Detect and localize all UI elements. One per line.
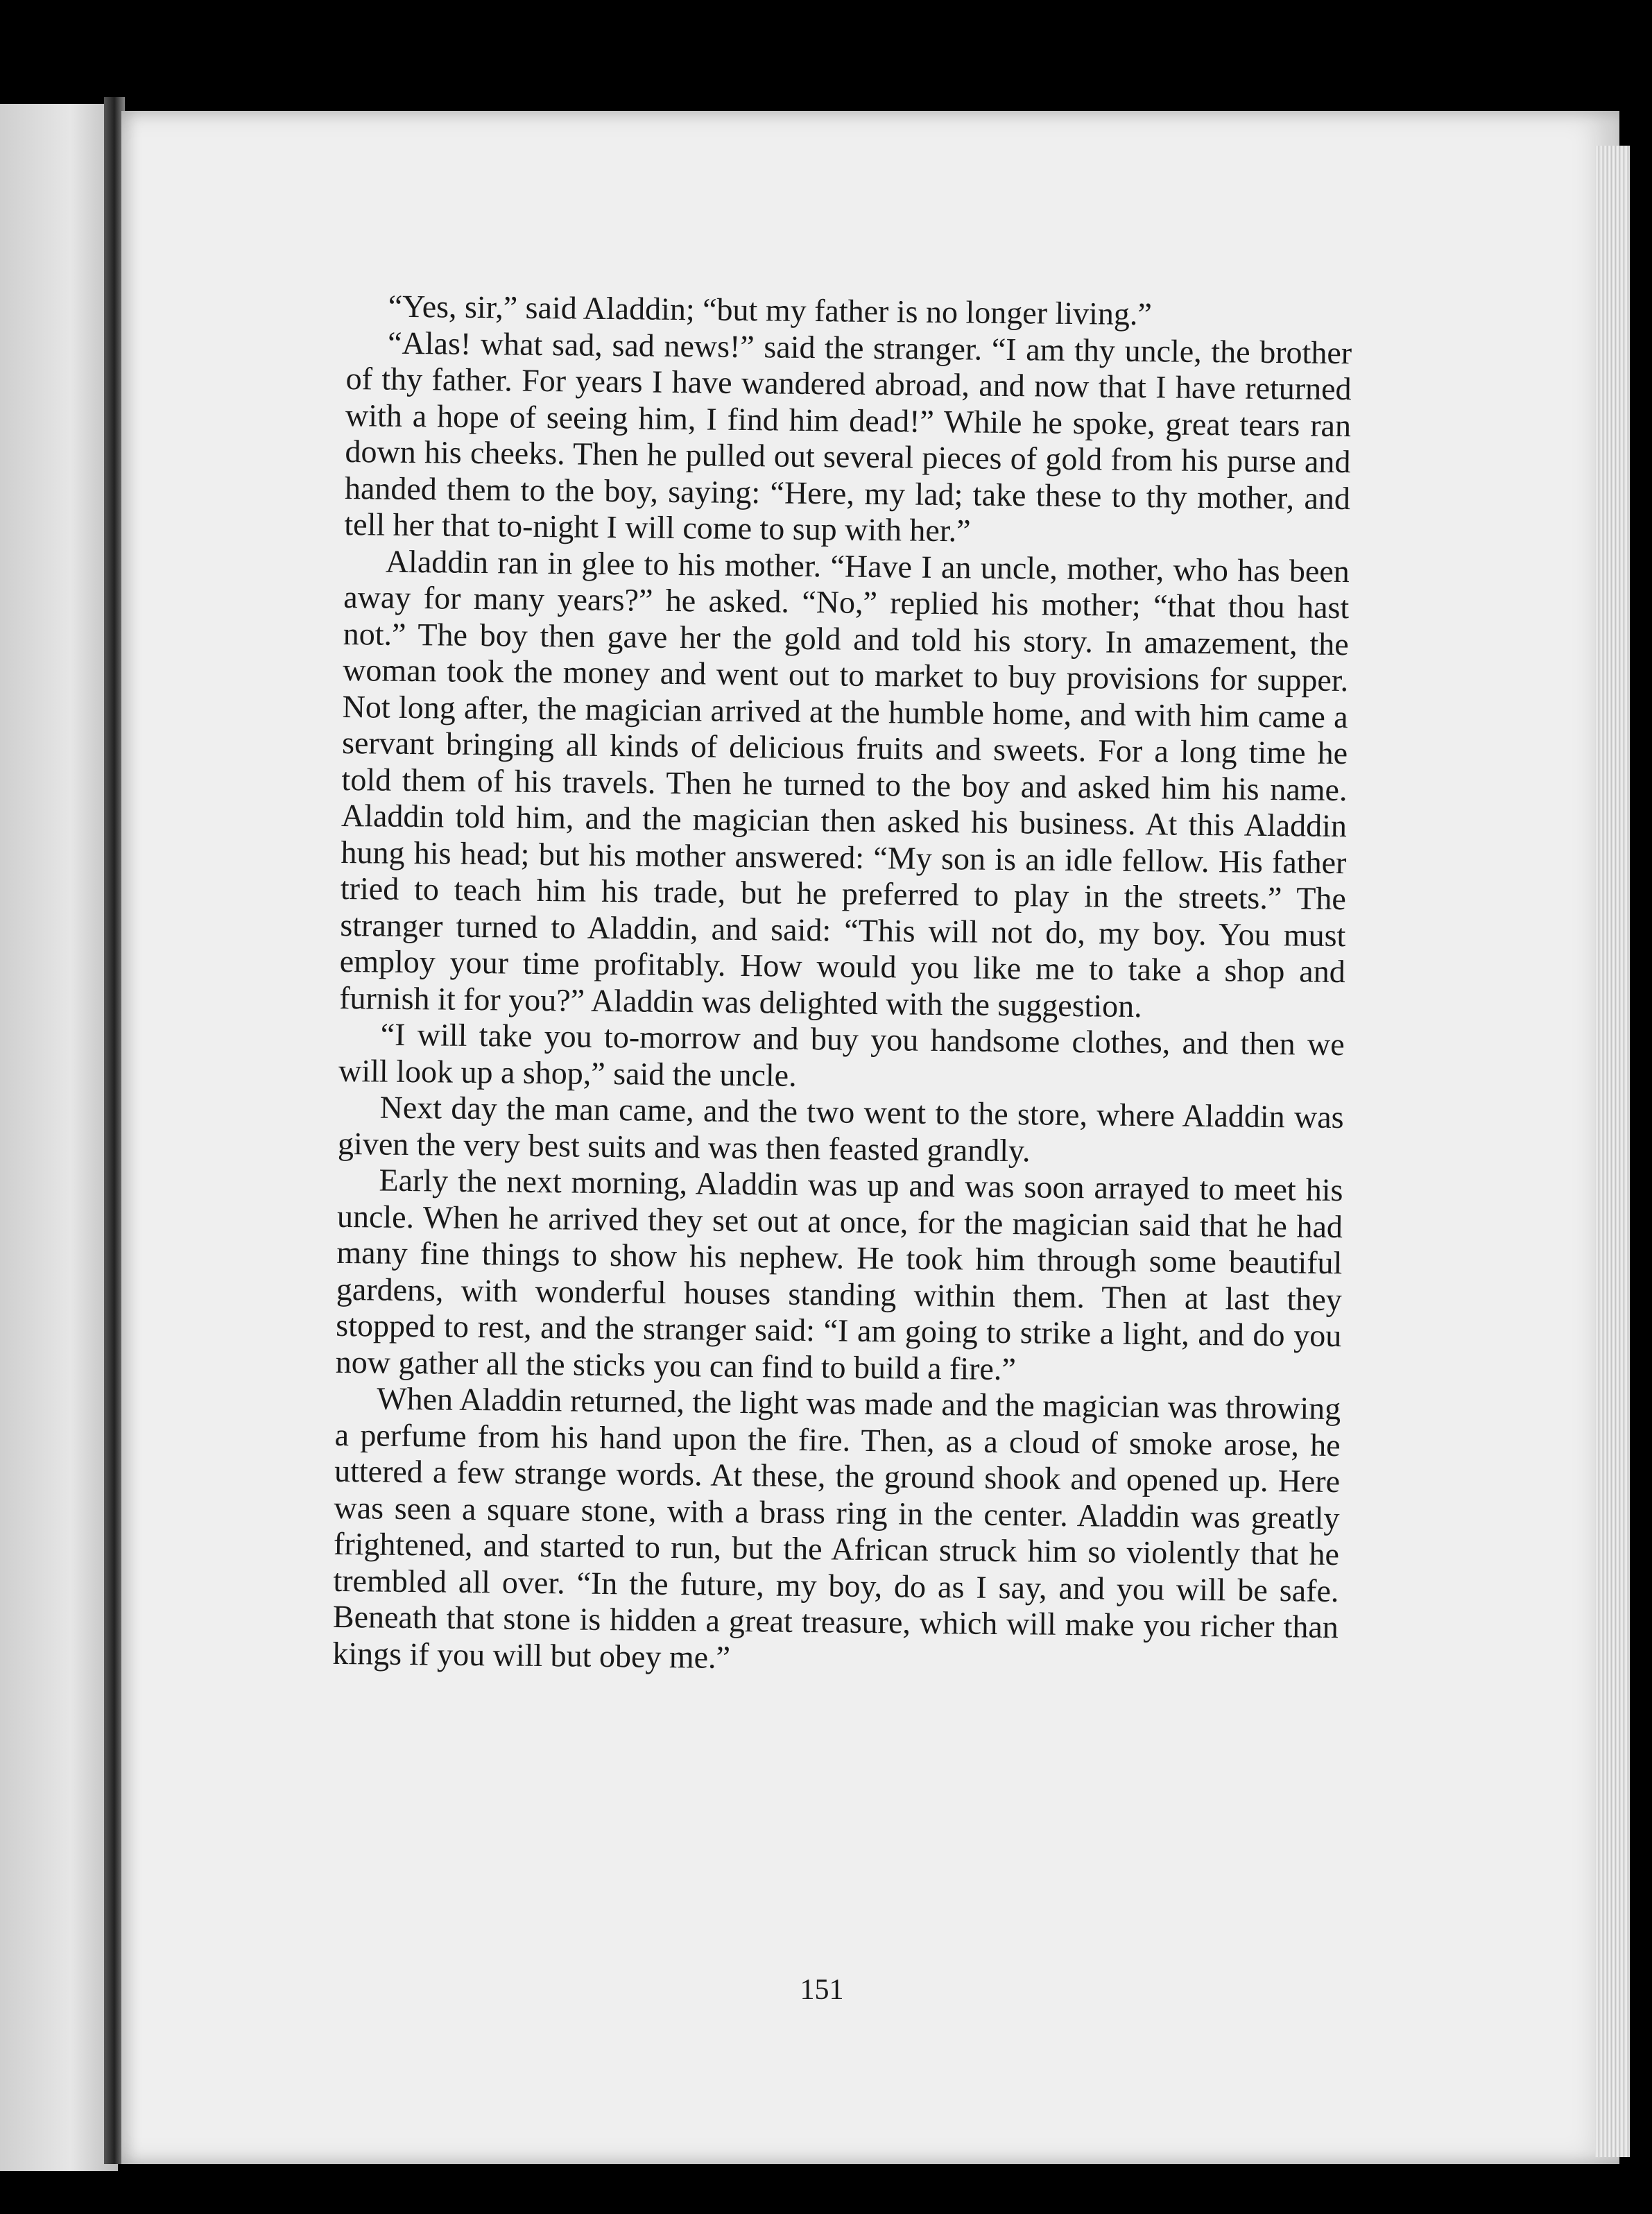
left-page-edge bbox=[0, 104, 118, 2171]
paragraph: Aladdin ran in glee to his mother. “Have I an uncle, mother, who has been away for many years?” he asked. “No,” replied his mother; “that thou hast not.” The boy then gave her the gold and told his story. In amazement, the woman took the money and went out to market to buy provisions for supper. Not long after, the magician arrived at the humble home, and with him came a servant bringing all kinds of delicious fruits and sweets. For a long time he told them of his travels. Then he turned to the boy and asked him his name. Aladdin told him, and the magician then asked his business. At this Aladdin hung his head; but his mother answered: “My son is an idle fellow. His father tried to teach him his trade, but he preferred to play in the streets.” The stranger turned to Aladdin, and said: “This will not do, my boy. You must employ your time profitably. How would you like me to take a shop and furnish it for you?” Aladdin was delighted with the suggestion. bbox=[339, 543, 1350, 1024]
page-stack-edge bbox=[1595, 146, 1630, 2157]
paragraph: Next day the man came, and the two went to the store, where Aladdin was given the very best suits and was then feasted grandly. bbox=[337, 1089, 1344, 1168]
page-number: 151 bbox=[800, 1974, 844, 2006]
paragraph: When Aladdin returned, the light was made and the magician was throwing a perfume from his hand upon the fire. Then, as a cloud of smoke arose, he uttered a few strange words. At these, the ground shook and opened up. Here was seen a square stone, with a brass ring in the center. Aladdin was greatly frightened, and started to run, but the African struck him so violently that he trembled all over. “In the future, my boy, do as I say, and you will be safe. Beneath that stone is hidden a great treasure, which will make you richer than kings if you will but obey me.” bbox=[332, 1380, 1341, 1675]
paragraph: Early the next morning, Aladdin was up and was soon arrayed to meet his uncle. When he arrived they set out at once, for the magician said that he had many fine things to show his nephew. He took him through some beautiful gardens, with wonderful houses standing within them. Then at last they stopped to rest, and the stranger said: “I am going to strike a light, and do you now gather all the sticks you can find to build a fire.” bbox=[335, 1162, 1343, 1387]
body-text bbox=[332, 288, 1352, 1682]
paragraph: “I will take you to-morrow and buy you handsome clothes, and then we will look up a shop,” said the uncle. bbox=[338, 1016, 1345, 1093]
paragraph: “Alas! what sad, sad news!” said the stranger. “I am thy uncle, the brother of thy father. For years I have wandered abroad, and now that I have returned with a hope of seeing him, I find him dead!” While he spoke, great tears ran down his cheeks. Then he pulled out several pieces of gold from his purse and handed them to the boy, saying: “Here, my lad; take these to thy mother, and tell her that to-night I will come to sup with her.” bbox=[344, 325, 1352, 549]
paragraph: “Yes, sir,” said Aladdin; “but my father is no longer living.” bbox=[388, 288, 1153, 332]
